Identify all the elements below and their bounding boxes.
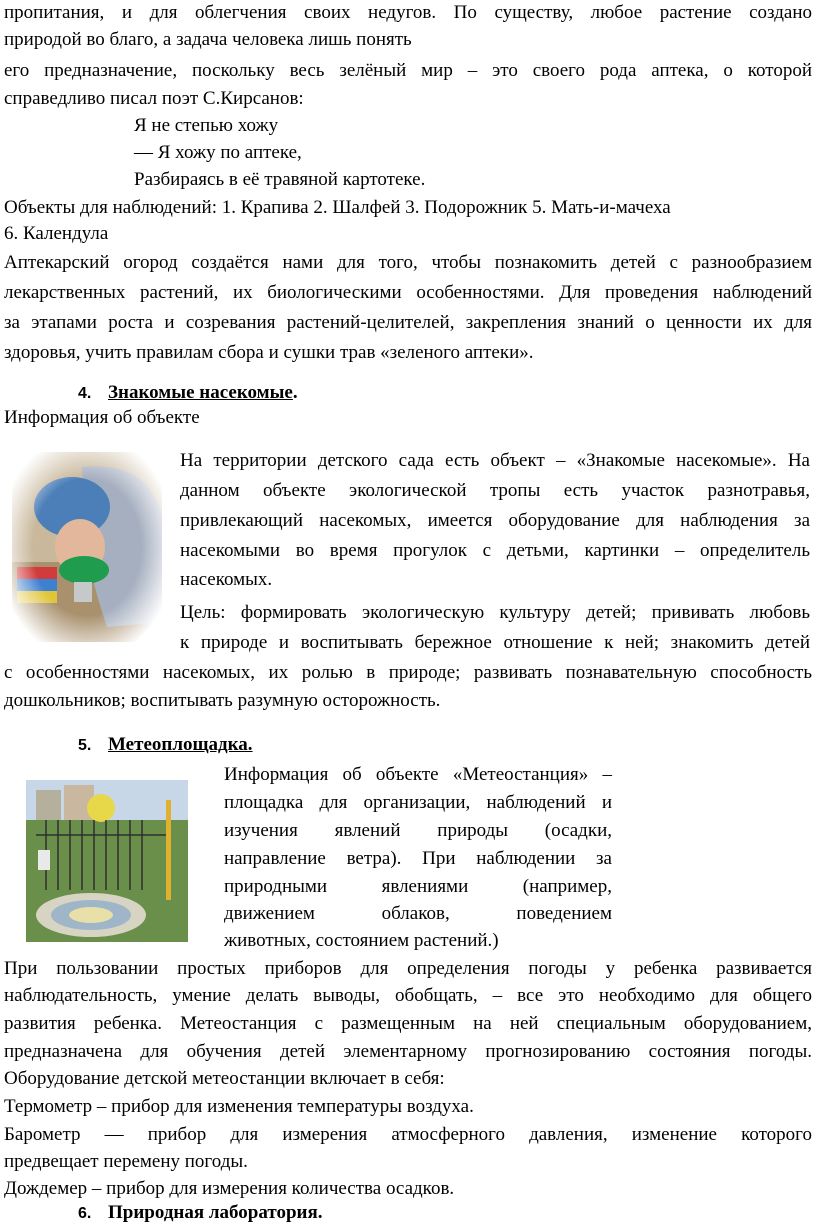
intro-line-4: справедливо писал поэт С.Кирсанов:	[4, 88, 304, 109]
section-5-desc-2: площадка для организации, наблюдений и	[224, 792, 612, 813]
garden-line-2: лекарственных растений, их биологическими особенностями. Для проведения наблюдений	[4, 282, 812, 303]
rain-gauge-line: Дождемер – прибор для измерения количества осадков.	[4, 1178, 455, 1199]
section-5-body-5: Оборудование детской метеостанции включает в себя:	[4, 1068, 445, 1089]
section-5-body-3: развития ребенка. Метеостанция с размещенным на ней специальным оборудованием,	[4, 1013, 812, 1034]
section-4-heading	[4, 380, 298, 408]
garden-line-3: за этапами роста и созревания растений-целителей, закрепления знаний о ценности их для	[4, 312, 812, 333]
section-5-desc-7: животных, состоянием растений.)	[224, 930, 499, 951]
poem-line-1: Я не степью хожу	[134, 115, 279, 136]
section-4-goal-3: с особенностями насекомых, их ролью в природе; развивать познавательную способность	[4, 662, 812, 683]
poem-line-2: — Я хожу по аптеке,	[134, 142, 302, 163]
section-4-desc-1: На территории детского сада есть объект – «Знакомые насекомые». На	[180, 450, 810, 471]
section-4-goal-1: Цель: формировать экологическую культуру детей; прививать любовь	[180, 602, 810, 623]
section-4-desc-4: насекомыми во время прогулок с детьми, картинки – определитель	[180, 540, 810, 561]
section-4-desc-2: данном объекте экологической тропы есть участок разнотравья,	[180, 480, 810, 501]
section-4-title-suffix: .	[292, 382, 298, 403]
weather-station-photo	[26, 780, 188, 942]
thermometer-line: Термометр – прибор для изменения температуры воздуха.	[4, 1096, 474, 1117]
section-4-desc-5: насекомых.	[180, 569, 273, 590]
section-5-title: Метеоплощадка.	[108, 734, 253, 755]
garden-line-1: Аптекарский огород создаётся нами для того, чтобы познакомить детей с разнообразием	[4, 252, 812, 273]
section-5-desc-1: Информация об объекте «Метеостанция» –	[224, 764, 612, 785]
intro-line-1: пропитания, и для облегчения своих недугов. По существу, любое растение создано	[4, 2, 812, 23]
objects-line-1: Объекты для наблюдений: 1. Крапива 2. Шалфей 3. Подорожник 5. Мать-и-мачеха	[4, 197, 671, 218]
section-6-number: 6.	[78, 1205, 92, 1222]
intro-line-2: природой во благо, а задача человека лишь понять	[4, 29, 412, 50]
section-6-title: Природная лаборатория.	[108, 1202, 323, 1223]
section-5-heading	[4, 732, 253, 760]
section-6-heading	[4, 1200, 323, 1228]
child-with-magnifier-photo	[12, 452, 162, 642]
section-4-number: 4.	[78, 385, 92, 402]
section-4-info: Информация об объекте	[4, 407, 200, 428]
section-5-number: 5.	[78, 737, 92, 754]
section-5-desc-4: направление ветра). При наблюдении за	[224, 848, 612, 869]
garden-line-4: здоровья, учить правилам сбора и сушки трав «зеленого аптеки».	[4, 342, 534, 363]
barometer-line-1: Барометр — прибор для измерения атмосферного давления, изменение которого	[4, 1124, 812, 1145]
barometer-line-2: предвещает перемену погоды.	[4, 1151, 248, 1172]
poem-line-3: Разбираясь в её травяной картотеке.	[134, 169, 426, 190]
intro-line-3: его предназначение, поскольку весь зелёный мир – это своего рода аптека, о которой	[4, 60, 812, 81]
section-5-desc-6: движением облаков, поведением	[224, 903, 612, 924]
section-5-desc-3: изучения явлений природы (осадки,	[224, 820, 612, 841]
section-5-desc-5: природными явлениями (например,	[224, 876, 612, 897]
section-4-goal-4: дошкольников; воспитывать разумную осторожность.	[4, 690, 441, 711]
section-5-body-4: предназначена для обучения детей элементарному прогнозированию состояния погоды.	[4, 1041, 812, 1062]
section-5-body-2: наблюдательность, умение делать выводы, обобщать, – все это необходимо для общего	[4, 985, 812, 1006]
section-5-body-1: При пользовании простых приборов для определения погоды у ребенка развивается	[4, 958, 812, 979]
objects-line-2: 6. Календула	[4, 223, 109, 244]
section-4-title: Знакомые насекомые	[108, 382, 293, 403]
section-4-goal-2: к природе и воспитывать бережное отношение к ней; знакомить детей	[180, 632, 810, 653]
section-4-desc-3: привлекающий насекомых, имеется оборудование для наблюдения за	[180, 510, 810, 531]
